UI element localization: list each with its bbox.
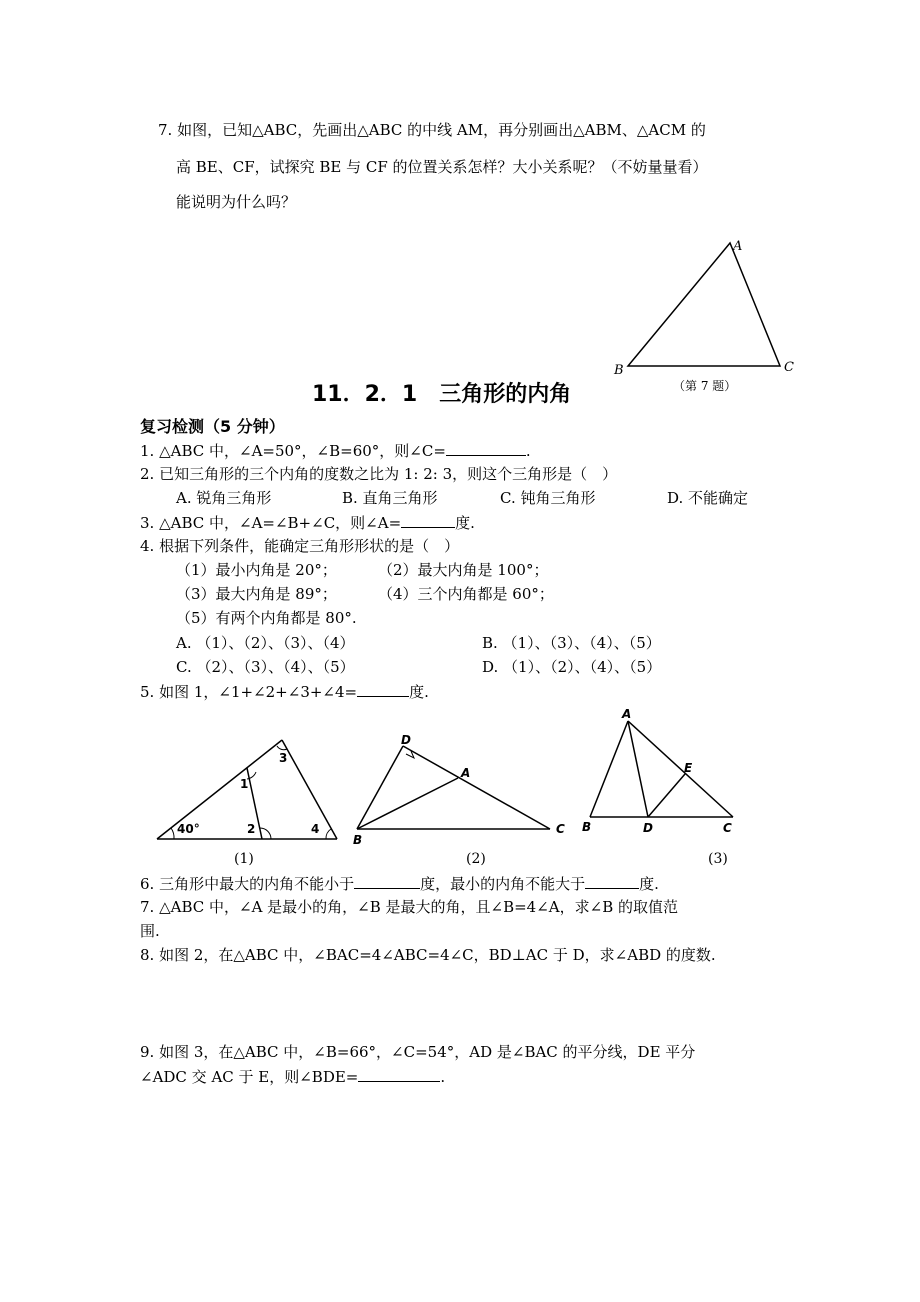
answer-blank-9[interactable] (358, 1067, 440, 1082)
problem7-line2: 高 BE、CF，试探究 BE 与 CF 的位置关系怎样？大小关系呢？（不妨量量看） (176, 158, 708, 176)
question-4: 4. 根据下列条件，能确定三角形形状的是（ ） (140, 537, 460, 555)
problem7-caption: （第 7 题） (673, 379, 737, 393)
q4-option-b: B. （1）、（3）、（4）、（5） (482, 634, 661, 652)
fig2-label-d: D (401, 733, 411, 747)
label-b: B (614, 363, 624, 378)
fig1-label-2: 2 (247, 822, 256, 836)
fig2-label-a: A (461, 766, 471, 780)
section-title: 11．2．1 三角形的内角 (312, 382, 572, 407)
figure-2 (345, 733, 575, 848)
answer-blank-5[interactable] (357, 682, 409, 697)
question-1-text: 1. △ABC 中，∠A=50°，∠B=60°，则∠C= (140, 442, 446, 460)
answer-blank-1[interactable] (446, 441, 526, 456)
question-6 (140, 874, 659, 893)
q2-option-d: D. 不能确定 (667, 489, 749, 507)
problem7-figure (600, 235, 810, 400)
fig1-label-3: 3 (279, 751, 288, 765)
question-6-text-a: 6. 三角形中最大的内角不能小于 (140, 875, 355, 893)
figure-3-caption: (3) (708, 851, 728, 867)
question-5 (140, 682, 429, 701)
question-5-end: 度. (409, 683, 429, 701)
fig2-side-ba (357, 778, 458, 829)
q4-option-d: D. （1）、（2）、（4）、（5） (482, 658, 662, 676)
fig1-angle-40: 40° (177, 822, 200, 836)
question-9-text: ∠ADC 交 AC 于 E，则∠BDE= (140, 1068, 359, 1086)
fig3-label-b: B (582, 820, 592, 834)
question-7-line1: 7. △ABC 中，∠A 是最小的角，∠B 是最大的角，且∠B=4∠A，求∠B 的取值范 (140, 898, 678, 916)
problem7-line1: 7. 如图，已知△ABC，先画出△ABC 的中线 AM，再分别画出△ABM、△ACM 的 (158, 121, 706, 139)
fig3-label-c: C (723, 821, 732, 835)
fig3-bisector-de (648, 774, 685, 817)
question-9-line1: 9. 如图 3，在△ABC 中，∠B=66°，∠C=54°，AD 是∠BAC 的平分线，DE 平分 (140, 1043, 696, 1061)
fig3-bisector-ad (628, 721, 648, 817)
fig2-label-b: B (353, 833, 363, 847)
fig1-angle-4-arc (326, 829, 331, 839)
label-a: A (733, 239, 743, 254)
q4-condition-4: （4）三个内角都是 60°； (378, 585, 554, 603)
question-9-end: . (440, 1068, 446, 1086)
q4-condition-1: （1）最小内角是 20°； (176, 561, 337, 579)
fig3-label-e: E (684, 761, 693, 775)
fig2-side-dc (403, 746, 550, 829)
answer-blank-3[interactable] (401, 513, 455, 528)
fig1-right-side (282, 740, 337, 839)
q4-option-c: C. （2）、（3）、（4）、（5） (176, 658, 355, 676)
triangle-abc (628, 243, 780, 366)
fig3-side-ac (628, 721, 733, 817)
fig1-left-side (157, 740, 282, 839)
question-2: 2. 已知三角形的三个内角的度数之比为 1: 2: 3，则这个三角形是（ ） (140, 465, 618, 483)
question-3-text: 3. △ABC 中，∠A=∠B+∠C，则∠A= (140, 514, 402, 532)
question-1 (140, 441, 531, 460)
question-3-end: 度. (455, 514, 475, 532)
question-8: 8. 如图 2，在△ABC 中，∠BAC=4∠ABC=4∠C，BD⊥AC 于 D，求∠ABD 的度数. (140, 946, 716, 964)
figure-1-caption: (1) (234, 851, 254, 867)
answer-blank-6a[interactable] (354, 874, 420, 889)
question-6-text-b: 度，最小的内角不能大于 (420, 875, 586, 893)
fig3-side-ab (590, 721, 628, 817)
fig2-label-c: C (556, 822, 565, 836)
fig1-label-1: 1 (240, 777, 249, 791)
answer-blank-6b[interactable] (585, 874, 639, 889)
fig3-label-d: D (643, 821, 653, 835)
question-9-line2 (140, 1067, 445, 1086)
question-7-line2: 围. (140, 922, 160, 940)
q4-condition-3: （3）最大内角是 89°； (176, 585, 337, 603)
fig1-label-4: 4 (311, 822, 320, 836)
figure-3 (578, 705, 748, 845)
question-1-end: . (525, 442, 531, 460)
q4-condition-5: （5）有两个内角都是 80°. (176, 609, 357, 627)
q2-option-c: C. 钝角三角形 (500, 489, 596, 507)
fig1-angle-40-arc (171, 828, 174, 839)
problem7-line3: 能说明为什么吗？ (176, 193, 297, 211)
figure-2-caption: (2) (466, 851, 486, 867)
q4-condition-2: （2）最大内角是 100°； (378, 561, 549, 579)
label-c: C (784, 360, 794, 375)
question-5-text: 5. 如图 1，∠1+∠2+∠3+∠4= (140, 683, 358, 701)
fig3-label-a: A (622, 707, 632, 721)
q4-option-a: A. （1）、（2）、（3）、（4） (176, 634, 355, 652)
question-3 (140, 513, 475, 532)
q2-option-b: B. 直角三角形 (342, 489, 438, 507)
question-6-text-c: 度. (639, 875, 659, 893)
q2-option-a: A. 锐角三角形 (176, 489, 272, 507)
review-heading: 复习检测（5 分钟） (140, 417, 285, 436)
figure-1 (150, 730, 350, 845)
